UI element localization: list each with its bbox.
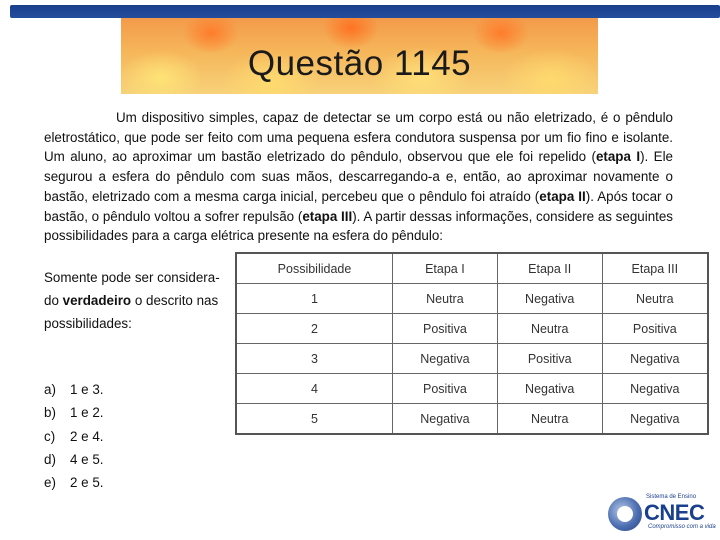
table-cell: Neutra	[497, 404, 602, 435]
prompt-text: do	[44, 293, 63, 308]
question-part-2: ). Ele segurou a esfera do pêndulo com suas mãos, descarregando-a e, então, ao aproximar novamente o bastão, eletrizado com a mesma carga inicial, percebeu que o pêndulo foi atraído (	[44, 149, 673, 204]
option-letter: a)	[44, 382, 56, 397]
stage-1-label: etapa I	[595, 149, 641, 165]
prompt-emphasis: verdadeiro	[62, 293, 132, 308]
option-letter: b)	[44, 405, 56, 421]
table-cell: 2	[236, 314, 393, 344]
table-cell: Neutra	[602, 284, 708, 314]
possibilities-table	[235, 252, 709, 435]
logo-tagline: Compromisso com a vida	[648, 524, 716, 530]
title-banner	[121, 18, 598, 94]
table-row	[236, 344, 708, 374]
table-row	[236, 314, 708, 344]
table-cell: Positiva	[393, 314, 498, 344]
table-header-row	[236, 253, 708, 284]
option-letter: c)	[44, 428, 56, 444]
table-cell: Negativa	[602, 344, 708, 374]
option-c[interactable]	[44, 425, 104, 448]
prompt-line-3: possibilidades:	[44, 316, 132, 331]
option-letter: d)	[44, 451, 56, 467]
header-possibility: Possibilidade	[236, 253, 393, 284]
table-cell: Positiva	[497, 344, 602, 374]
question-part-1: Um dispositivo simples, capaz de detectar se um corpo está ou não eletrizado, é o pêndulo eletrostático, que pode ser feito com uma pequena esfera condutora suspensa por um fio fino e isolante. Um aluno, ao aproximar um bastão eletrizado do pêndulo, observou que ele foi repelido (	[44, 110, 673, 165]
option-d[interactable]	[44, 448, 104, 471]
table-cell: 3	[236, 344, 393, 374]
table-cell: 4	[236, 374, 393, 404]
stage-3-label: etapa III	[302, 208, 353, 224]
header-stage-3: Etapa III	[602, 253, 708, 284]
answer-options	[44, 378, 104, 494]
header-stage-2: Etapa II	[497, 253, 602, 284]
logo-subtitle: Sistema de Ensino	[646, 494, 697, 500]
prompt-text: o descrito nas	[131, 293, 219, 308]
option-text: 1 e 3.	[70, 382, 104, 397]
question-text	[44, 108, 673, 246]
option-a[interactable]	[44, 378, 104, 401]
table-row	[236, 284, 708, 314]
option-text: 2 e 5.	[70, 475, 104, 491]
top-bar	[10, 5, 720, 18]
table-cell: Negativa	[497, 284, 602, 314]
option-text: 1 e 2.	[70, 405, 104, 421]
table-cell: Positiva	[602, 314, 708, 344]
question-part-3: ). Após tocar o bastão, o pêndulo voltou a sofrer repulsão (	[44, 188, 673, 224]
table-cell: Negativa	[393, 344, 498, 374]
table-cell: Negativa	[602, 374, 708, 404]
question-part-4: ). A partir dessas informações, considere as seguintes possibilidades para a carga elétrica presente na esfera do pêndulo:	[44, 208, 674, 244]
table-cell: Negativa	[602, 404, 708, 435]
table-cell: Neutra	[497, 314, 602, 344]
table-row	[236, 404, 708, 435]
page-title: Questão 1145	[247, 44, 472, 83]
table-row	[236, 374, 708, 404]
table-cell: Positiva	[393, 374, 498, 404]
prompt-line-2	[44, 289, 244, 312]
question-prompt	[44, 266, 244, 335]
option-e[interactable]	[44, 471, 104, 494]
table-cell: 1	[236, 284, 393, 314]
logo-emblem-icon	[608, 497, 642, 531]
table-cell: Negativa	[497, 374, 602, 404]
prompt-line-1: Somente pode ser considera-	[44, 270, 220, 285]
cnec-logo	[608, 487, 720, 535]
option-text: 4 e 5.	[70, 451, 104, 467]
option-text: 2 e 4.	[70, 428, 104, 444]
table-cell: 5	[236, 404, 393, 435]
option-letter: e)	[44, 475, 56, 491]
table-cell: Negativa	[393, 404, 498, 435]
option-b[interactable]	[44, 401, 104, 424]
stage-2-label: etapa II	[539, 188, 586, 204]
logo-name: CNEC	[644, 500, 705, 525]
header-stage-1: Etapa I	[393, 253, 498, 284]
table-cell: Neutra	[393, 284, 498, 314]
